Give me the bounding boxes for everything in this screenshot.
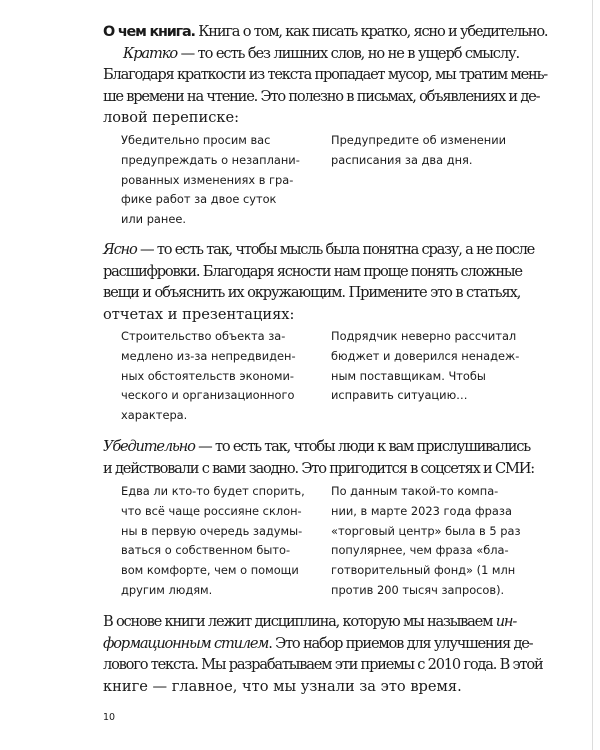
persuasive-example-before-5: вом комфорте, чем о помощи — [121, 563, 299, 578]
page-number: 10 — [103, 712, 116, 723]
clear-term: Ясно — [103, 241, 137, 258]
clear-example-after-4: исправить ситуацию… — [331, 388, 468, 403]
persuasive-example-after-1: По данным такой-то компа- — [331, 484, 499, 498]
clear-example-before-1: Строительство объекта за- — [121, 329, 286, 343]
persuasive-example-after-5: готворительный фонд» (1 млн — [331, 563, 516, 578]
brief-line-4: ловой переписке: — [103, 109, 240, 126]
brief-line-3: ше времени на чтение. Это полезно в письмах, объявлениях и де- — [103, 87, 540, 105]
clear-line-3: вещи и объяснить их окружающим. Примените это в статьях, — [103, 284, 521, 301]
persuasive-example-before-3: ны в первую очередь задумы- — [121, 523, 303, 538]
clear-example-after-2: бюджет и доверился ненадеж- — [331, 348, 520, 363]
brief-line-1: Кратко — то есть без лишних слов, но не в ущерб смыслу. — [123, 44, 520, 62]
persuasive-term: Убедительно — [103, 438, 195, 455]
clear-example-before-2: медлено из-за непредвиден- — [121, 348, 296, 363]
persuasive-example-before-2: что всё чаще россияне склон- — [121, 503, 302, 518]
persuasive-example-after-4: популярнее, чем фраза «бла- — [331, 543, 509, 558]
clear-line-1: Ясно — то есть так, чтобы мысль была понятна сразу, а не после — [103, 241, 535, 258]
brief-line-2: Благодаря краткости из текста пропадает мусор, мы тратим мень- — [103, 66, 548, 83]
page-edge-divider — [592, 0, 593, 750]
conclusion-line-1: В основе книги лежит дисциплина, которую мы называем ин- — [103, 613, 517, 630]
info-style-term: формационным стилем — [103, 634, 269, 652]
persuasive-example-after-2: нии, в марте 2023 года фраза — [331, 503, 512, 518]
brief-example-after-1: Предупредите об изменении — [331, 133, 507, 147]
clear-line-4: отчетах и презентациях: — [103, 305, 295, 323]
intro-title: О чем книга. — [103, 24, 195, 40]
brief-example-before-3: рованных изменениях в гра- — [121, 172, 294, 187]
clear-example-after-3: ным поставщикам. Чтобы — [331, 368, 486, 383]
brief-term: Кратко — [123, 44, 178, 62]
persuasive-line-2: и действовали с вами заодно. Это пригодится в соцсетях и СМИ: — [103, 459, 534, 477]
brief-example-before-5: или ранее. — [121, 212, 187, 227]
clear-example-before-5: характера. — [121, 408, 188, 423]
conclusion-line-4: книге — главное, что мы узнали за это время. — [103, 677, 462, 695]
clear-example-before-4: ческого и организационного — [121, 388, 295, 403]
brief-example-before-1: Убедительно просим вас — [121, 133, 271, 147]
brief-example-before-4: фике работ за двое суток — [121, 192, 277, 207]
clear-example-after-1: Подрядчик неверно рассчитал — [331, 329, 517, 343]
persuasive-example-after-6: против 200 тысяч запросов). — [331, 583, 505, 597]
intro-text: Книга о том, как писать кратко, ясно и убедительно. — [198, 23, 548, 40]
brief-example-after-2: расписания за два дня. — [331, 152, 473, 167]
clear-example-before-3: ных обстоятельств экономи- — [121, 368, 295, 383]
persuasive-example-after-3: «торговый центр» была в 5 раз — [331, 523, 521, 538]
conclusion-line-3: лового текста. Мы разрабатываем эти приемы с 2010 года. В этой — [103, 656, 543, 673]
persuasive-example-before-4: ваться о собственном быто- — [121, 543, 291, 558]
clear-line-2: расшифровки. Благодаря ясности нам проще понять сложные — [103, 262, 522, 280]
conclusion-line-2: формационным стилем. Это набор приемов для улучшения де- — [103, 634, 533, 652]
persuasive-example-before-1: Едва ли кто-то будет спорить, — [121, 484, 305, 498]
intro-line — [103, 21, 548, 44]
brief-example-before-2: предупреждать о незаплани- — [121, 152, 300, 167]
persuasive-example-before-6: другим людям. — [121, 583, 213, 597]
persuasive-line-1: Убедительно — то есть так, чтобы люди к вам прислушивались — [103, 438, 530, 455]
